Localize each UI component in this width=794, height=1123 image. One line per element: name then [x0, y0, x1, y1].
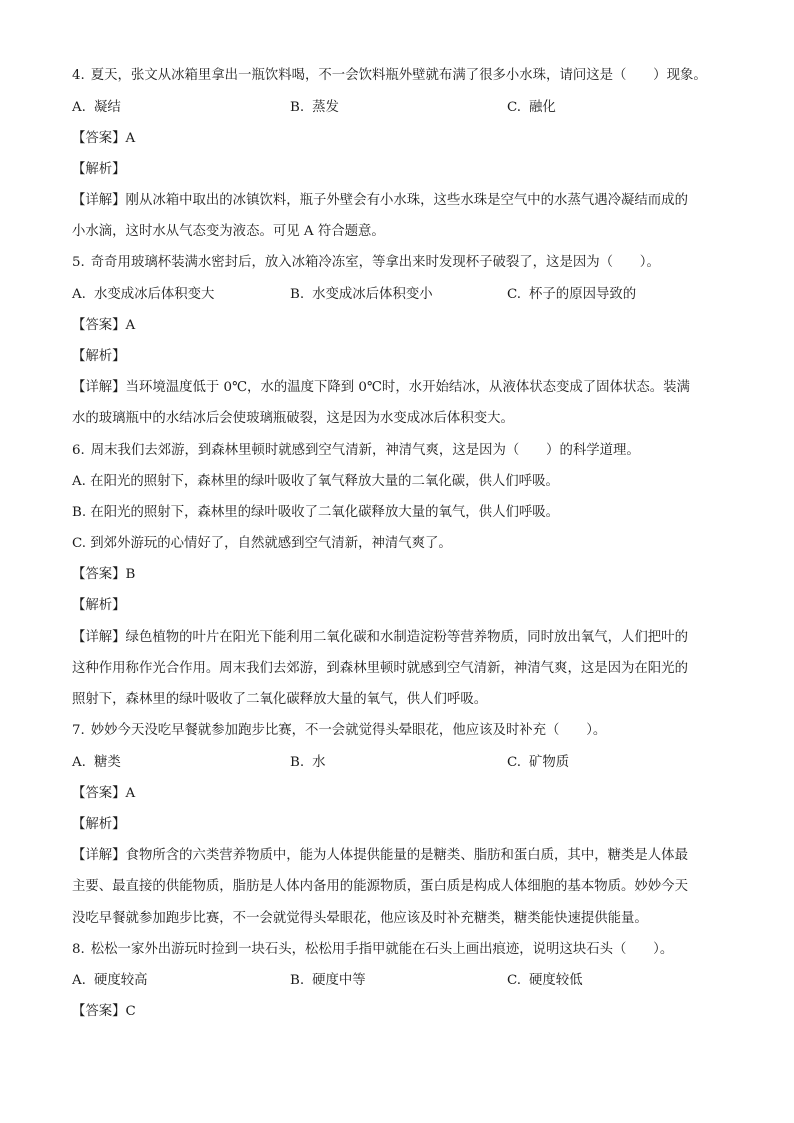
- question-4-detail-line-2: 小水滴，这时水从气态变为液态。可见 A 符合题意。: [72, 224, 385, 239]
- question-5-detail-line-1: 【详解】当环境温度低于 0℃，水的温度下降到 0℃时，水开始结冰，从液体状态变成了固体状态。装满: [72, 380, 690, 395]
- question-7-detail-line-2: 主要、最直接的供能物质，脂肪是人体内备用的能源物质，蛋白质是构成人体细胞的基本物质。妙妙今天: [72, 879, 688, 894]
- question-6-detail-line-2: 这种作用称作光合作用。周末我们去郊游，到森林里顿时就感到空气清新，神清气爽，这是因为在阳光的: [72, 661, 688, 676]
- question-8-answer: 【答案】C: [72, 1004, 136, 1019]
- question-4-option-b[interactable]: B. 蒸发: [290, 100, 339, 115]
- question-8-option-b[interactable]: B. 硬度中等: [290, 973, 366, 988]
- question-5-stem: [72, 253, 660, 273]
- question-6-analysis-heading: 【解析】: [72, 598, 126, 613]
- question-text: 周末我们去郊游，到森林里顿时就感到空气清新，神清气爽，这是因为（ ）的科学道理。: [90, 443, 640, 458]
- question-4-answer: 【答案】A: [72, 131, 136, 146]
- question-7-analysis-heading: 【解析】: [72, 817, 126, 832]
- question-5-option-a[interactable]: A. 水变成冰后体积变大: [72, 287, 215, 302]
- question-8-option-a[interactable]: A. 硬度较高: [72, 973, 148, 988]
- question-7-detail-line-1: 【详解】食物所含的六类营养物质中，能为人体提供能量的是糖类、脂肪和蛋白质，其中，糖类是人体最: [72, 848, 688, 863]
- question-4-stem: [72, 66, 707, 86]
- question-7-stem: [72, 721, 606, 741]
- question-4-analysis-heading: 【解析】: [72, 162, 126, 177]
- question-7-option-a[interactable]: A. 糖类: [72, 755, 121, 770]
- question-7-answer: 【答案】A: [72, 786, 136, 801]
- question-number: 7.: [72, 723, 85, 738]
- question-5-option-c[interactable]: C. 杯子的原因导致的: [507, 287, 637, 302]
- question-text: 奇奇用玻璃杯装满水密封后，放入冰箱冷冻室，等拿出来时发现杯子破裂了，这是因为（ ）。: [90, 255, 660, 270]
- question-6-option-c[interactable]: C. 到郊外游玩的心情好了，自然就感到空气清新，神清气爽了。: [72, 536, 452, 551]
- question-6-stem: [72, 441, 640, 461]
- question-6-detail-line-3: 照射下，森林里的绿叶吸收了二氧化碳释放大量的氧气，供人们呼吸。: [72, 692, 488, 707]
- question-number: 6.: [72, 443, 85, 458]
- question-4-option-c[interactable]: C. 融化: [507, 100, 556, 115]
- question-5-option-b[interactable]: B. 水变成冰后体积变小: [290, 287, 433, 302]
- question-5-analysis-heading: 【解析】: [72, 349, 126, 364]
- question-8-stem: [72, 940, 673, 960]
- question-6-answer: 【答案】B: [72, 567, 136, 582]
- question-8-option-c[interactable]: C. 硬度较低: [507, 973, 583, 988]
- question-number: 8.: [72, 942, 85, 957]
- question-text: 妙妙今天没吃早餐就参加跑步比赛，不一会就觉得头晕眼花，他应该及时补充（ ）。: [90, 723, 607, 738]
- question-5-answer: 【答案】A: [72, 318, 136, 333]
- question-5-detail-line-2: 水的玻璃瓶中的水结冰后会使玻璃瓶破裂，这是因为水变成冰后体积变大。: [72, 411, 514, 426]
- question-7-detail-line-3: 没吃早餐就参加跑步比赛，不一会就觉得头晕眼花，他应该及时补充糖类，糖类能快速提供能量。: [72, 911, 648, 926]
- question-7-option-c[interactable]: C. 矿物质: [507, 755, 570, 770]
- question-6-detail-line-1: 【详解】绿色植物的叶片在阳光下能利用二氧化碳和水制造淀粉等营养物质，同时放出氧气，人们把叶的: [72, 630, 688, 645]
- question-6-option-b[interactable]: B. 在阳光的照射下，森林里的绿叶吸收了二氧化碳释放大量的氧气，供人们呼吸。: [72, 505, 560, 520]
- question-4-detail-line-1: 【详解】刚从冰箱中取出的冰镇饮料，瓶子外壁会有小水珠，这些水珠是空气中的水蒸气遇冷凝结而成的: [72, 193, 688, 208]
- question-7-option-b[interactable]: B. 水: [290, 755, 326, 770]
- question-text: 夏天，张文从冰箱里拿出一瓶饮料喝，不一会饮料瓶外壁就布满了很多小水珠，请问这是（ ）现象。: [90, 68, 707, 83]
- question-number: 4.: [72, 68, 85, 83]
- question-number: 5.: [72, 255, 85, 270]
- question-6-option-a[interactable]: A. 在阳光的照射下，森林里的绿叶吸收了氧气释放大量的二氧化碳，供人们呼吸。: [72, 474, 559, 489]
- question-4-option-a[interactable]: A. 凝结: [72, 100, 121, 115]
- question-text: 松松一家外出游玩时捡到一块石头，松松用手指甲就能在石头上画出痕迹，说明这块石头（ ）。: [90, 942, 674, 957]
